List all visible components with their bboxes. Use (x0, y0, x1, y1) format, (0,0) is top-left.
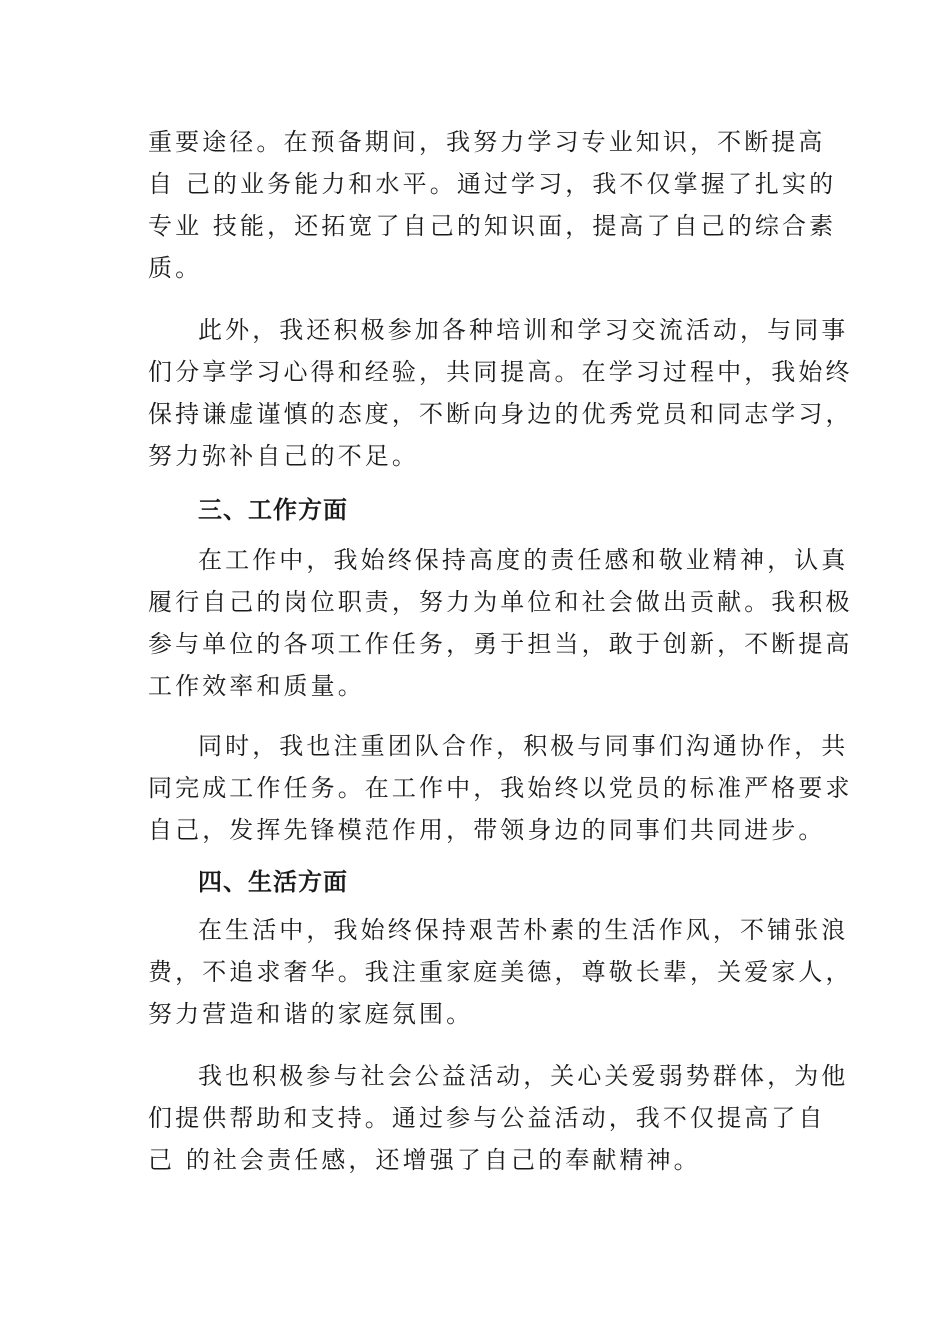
text-line: 努力营造和谐的家庭氛围。 (148, 1000, 474, 1028)
text-line: 同完成工作任务。在工作中，我始终以党员的标准严格要求 (148, 774, 853, 802)
paragraph-first-line: 在工作中，我始终保持高度的责任感和敬业精神，认真 (198, 546, 849, 574)
text-line: 己 的社会责任感，还增强了自己的奉献精神。 (148, 1146, 701, 1174)
paragraph-first-line: 我也积极参与社会公益活动，关心关爱弱势群体，为他 (198, 1062, 849, 1090)
text-line: 专业 技能，还拓宽了自己的知识面，提高了自己的综合素 (148, 212, 837, 240)
text-line: 们提供帮助和支持。通过参与公益活动，我不仅提高了自 (148, 1104, 826, 1132)
paragraph-first-line: 同时，我也注重团队合作，积极与同事们沟通协作，共 (198, 732, 849, 760)
section-heading: 四、生活方面 (198, 868, 348, 896)
text-line: 质。 (148, 254, 203, 282)
paragraph-first-line: 此外，我还积极参加各种培训和学习交流活动，与同事 (198, 316, 849, 344)
section-heading: 三、工作方面 (198, 496, 348, 524)
text-line: 自己，发挥先锋模范作用，带领身边的同事们共同进步。 (148, 816, 826, 844)
text-line: 重要途径。在预备期间，我努力学习专业知识，不断提高 (148, 128, 826, 156)
text-line: 履行自己的岗位职责，努力为单位和社会做出贡献。我积极 (148, 588, 853, 616)
text-line: 工作效率和质量。 (148, 672, 365, 700)
text-line: 保持谦虚谨慎的态度，不断向身边的优秀党员和同志学习， (148, 400, 853, 428)
text-line: 费，不追求奢华。我注重家庭美德，尊敬长辈，关爱家人， (148, 958, 853, 986)
paragraph-first-line: 在生活中，我始终保持艰苦朴素的生活作风，不铺张浪 (198, 916, 849, 944)
text-line: 努力弥补自己的不足。 (148, 442, 419, 470)
text-line: 自 己的业务能力和水平。通过学习，我不仅掌握了扎实的 (148, 170, 837, 198)
text-line: 参与单位的各项工作任务，勇于担当，敢于创新，不断提高 (148, 630, 853, 658)
text-line: 们分享学习心得和经验，共同提高。在学习过程中，我始终 (148, 358, 853, 386)
